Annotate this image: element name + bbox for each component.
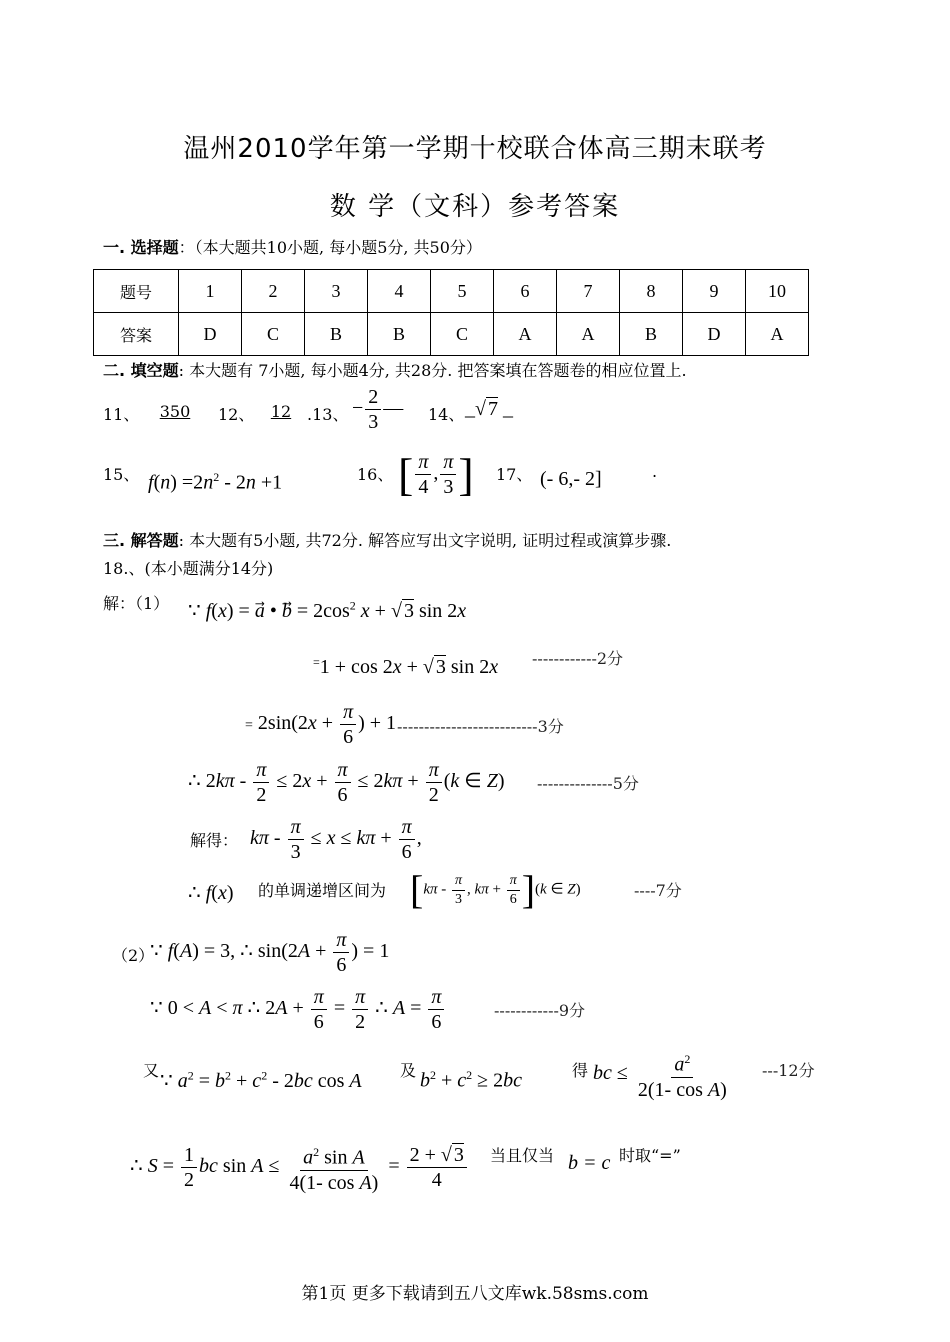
q16-answer: [ $\frac{\pi}{4}$ , $\frac{\pi}{3}$ ] <box>398 448 474 500</box>
mark-12: ---12分 <box>762 1061 815 1080</box>
increasing-text: 的单调递增区间为 <box>258 881 387 900</box>
table-cell-number: 5 <box>431 270 494 313</box>
eq-area: ∴ S = $\frac{1}{2}$ bc sin A ≤ $\frac{a^2 \sin A}{\text{4(1- cos A)}}$ = $\frac{2 + √ 3}{4}$ <box>130 1140 469 1195</box>
table-cell-answer: D <box>179 313 242 356</box>
q15-label: 15、 <box>103 465 140 484</box>
eq-step-3: ∴ 2kπ - $\frac{\pi}{2}$ ≤ 2x + $\frac{\pi}{6}$ ≤ 2kπ + $\frac{\pi}{2}$ (k ∈ Z) <box>188 759 505 806</box>
section-2-line <box>103 358 687 381</box>
table-cell-answer: C <box>242 313 305 356</box>
table-cell-answer: C <box>431 313 494 356</box>
q11-label: 11、 <box>103 405 140 424</box>
mark-9: ------------9分 <box>494 1001 586 1020</box>
eq-step-1: =1 + cos 2x + √ 3 sin 2x <box>313 655 499 678</box>
q17-dot: . <box>652 462 658 481</box>
table-header-number: 题号 <box>94 270 179 313</box>
mark-5: --------------5分 <box>537 774 639 793</box>
eq-step-4: kπ - $\frac{\pi}{3}$ ≤ x ≤ kπ + $\frac{\pi}{6}$ , <box>250 816 422 863</box>
you-label: 又 <box>143 1061 160 1080</box>
document-subtitle: 数 学（文科）参考答案 <box>329 192 621 222</box>
q12-answer: 12 <box>270 402 292 421</box>
section-1-line <box>103 235 482 258</box>
table-cell-number: 6 <box>494 270 557 313</box>
section-3-line <box>103 528 671 551</box>
solution-label: 解：（1） <box>103 594 170 613</box>
q14-answer: _√ 7 _ <box>465 398 513 420</box>
eq-b-equals-c: b = c <box>568 1152 611 1174</box>
section-2-note: : 本大题有 7小题, 每小题4分, 共28分. 把答案填在答题卷的相应位置上. <box>178 361 687 380</box>
table-cell-number: 3 <box>305 270 368 313</box>
q11-answer: 350 <box>159 402 191 421</box>
q17-label: 17、 <box>496 465 533 484</box>
eq-fx-dot: ∵ f(x) = a⃗ • b⃗ = $2\cos^2$ x + √ 3 sin 2x <box>188 598 467 622</box>
table-cell-number: 9 <box>683 270 746 313</box>
table-cell-number: 10 <box>746 270 809 313</box>
answer-table <box>93 269 809 356</box>
table-cell-number: 1 <box>179 270 242 313</box>
table-cell-number: 4 <box>368 270 431 313</box>
table-cell-answer: B <box>368 313 431 356</box>
table-row-answers <box>94 313 809 356</box>
table-cell-answer: A <box>746 313 809 356</box>
mark-7: ----7分 <box>634 881 682 900</box>
page-footer: 第1页 更多下载请到五八文库wk.58sms.com <box>301 1284 649 1304</box>
table-row-numbers <box>94 270 809 313</box>
document-title: 温州2010学年第一学期十校联合体高三期末联考 <box>183 134 767 164</box>
eq-part2-3: ∵ $a^2 = b^2 + c^2 - 2bc$ cos A <box>160 1068 362 1092</box>
table-cell-answer: D <box>683 313 746 356</box>
section-1-note: ：（本大题共10小题, 每小题5分, 共50分） <box>178 238 482 257</box>
table-cell-answer: B <box>620 313 683 356</box>
q13-answer: − $\frac{2}{3}$ — <box>352 386 404 433</box>
section-1-heading: 一. 选择题 <box>103 238 179 257</box>
equality-text: 当且仅当 <box>490 1146 555 1165</box>
q16-label: 16、 <box>357 465 394 484</box>
section-3-heading: 三. 解答题 <box>103 531 179 550</box>
q17-answer: (- 6,- 2] <box>540 468 602 490</box>
section-3-note: : 本大题有5小题, 共72分. 解答应写出文字说明, 证明过程或演算步骤. <box>178 531 672 550</box>
mark-3: --------------------------3分 <box>397 717 564 736</box>
eq-part2-2: ∵ 0 < A < π ∴ 2A + $\frac{\pi}{6}$ = $\frac{\pi}{2}$ ∴ A = $\frac{\pi}{6}$ <box>150 985 446 1034</box>
de-label: 得 <box>572 1061 589 1080</box>
increasing-interval: [kπ - $\frac{\pi}{3}$ , kπ + $\frac{\pi}{6}$ ](k ∈ Z) <box>410 867 581 912</box>
table-cell-number: 7 <box>557 270 620 313</box>
mark-2: ------------2分 <box>532 649 624 668</box>
ji-label: 及 <box>400 1061 417 1080</box>
eq-step-2: = 2sin(2x + $\frac{\pi}{6}$ ) + 1 <box>245 701 397 748</box>
table-cell-number: 2 <box>242 270 305 313</box>
jiede-label: 解得： <box>190 831 239 850</box>
part2-label: （2） <box>112 946 155 965</box>
table-cell-answer: B <box>305 313 368 356</box>
table-cell-number: 8 <box>620 270 683 313</box>
section-2-heading: 二. 填空题 <box>103 361 179 380</box>
q18-header: 18.、(本小题满分14分) <box>103 559 274 578</box>
table-header-answer: 答案 <box>94 313 179 356</box>
take-eq-text: 时取“=” <box>619 1146 681 1165</box>
eq-part2-4: $b^2 + c^2 \ge 2bc$ <box>420 1068 523 1092</box>
q15-answer: $f(n) =2n^2 - 2n +1$ <box>148 470 283 494</box>
eq-part2-5: bc ≤ $\frac{a^2}{\text{2(1- cos A)}}$ <box>593 1047 732 1102</box>
q13-label: .13、 <box>307 405 349 424</box>
eq-part2-1: ∵ f(A) = 3, ∴ sin(2A + $\frac{\pi}{6}$ ) = 1 <box>150 929 390 976</box>
table-cell-answer: A <box>494 313 557 356</box>
q12-label: 12、 <box>218 405 255 424</box>
q14-label: 14、 <box>428 405 465 424</box>
eq-step-5: ∴ f(x) <box>188 882 234 904</box>
table-cell-answer: A <box>557 313 620 356</box>
